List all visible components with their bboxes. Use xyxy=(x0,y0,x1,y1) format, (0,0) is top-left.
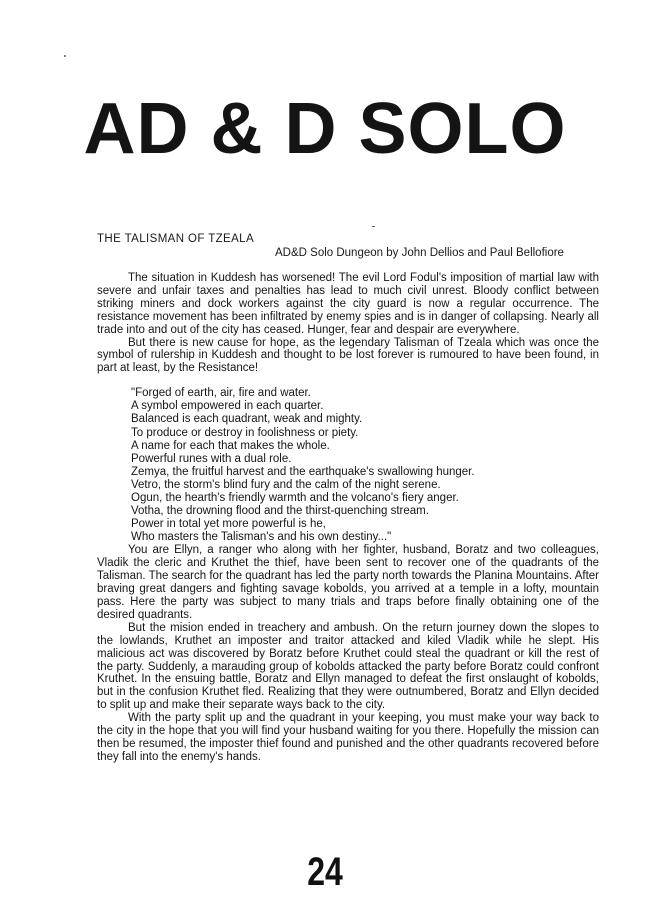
poem-line: Powerful runes with a dual role. xyxy=(131,452,292,465)
print-speck xyxy=(372,226,375,227)
poem-line: To produce or destroy in foolishness or piety. xyxy=(131,426,359,439)
poem-line: Ogun, the hearth's friendly warmth and the volcano's fiery anger. xyxy=(131,492,459,504)
poem-line: Power in total yet more powerful is he, xyxy=(131,518,326,531)
page-number: 24 xyxy=(307,850,343,894)
poem-line: A symbol empowered in each quarter. xyxy=(131,400,324,413)
poem-line: "Forged of earth, air, fire and water. xyxy=(131,387,311,400)
story-paragraph: You are Ellyn, a ranger who along with her fighter, husband, Boratz and two colleagues, Vladik the cleric and Kruthet the thief, have been sent to recover one of the quadrants of the Talisman. The search for the quadrant has led the party north towards the Planina Mountains. After braving great dangers and fighting savage kobolds, you arrived at a temple in a lofty, mountain pass. Here the party was subject to many trials and traps before finally obtaining one of the desired quadrants. xyxy=(97,544,599,621)
print-speck xyxy=(64,55,66,57)
poem-line: Who masters the Talisman's and his own destiny..." xyxy=(131,531,392,544)
talisman-poem xyxy=(97,387,599,544)
intro-paragraph: The situation in Kuddesh has worsened! The evil Lord Fodul's imposition of martial law with severe and unfair taxes and penalties has lead to much civil unrest. Bloody conflict between striking miners and dock workers against the city guard is now a regular occurrence. The resistance movement has been infiltrated by enemy spies and is in danger of collapsing. Nearly all trade into and out of the city has ceased. Hunger, fear and despair are everywhere. xyxy=(97,272,599,336)
page-title: AD & D SOLO xyxy=(83,89,567,169)
story-paragraph: But the mision ended in treachery and ambush. On the return journey down the slopes to the lowlands, Kruthet an imposter and traitor attacked and kiled Vladik while he slept. His malicious act was discovered by Boratz before Kruthet could steal the quadrant or kill the rest of the party. Suddenly, a marauding group of kobolds attacked the party before Boratz could confront Kruthet. In the ensuing battle, Boratz and Ellyn managed to defeat the first onslaught of kobolds, but in the confusion Kruthet fled. Realizing that they were outnumbered, Boratz and Ellyn decided to split up and make their separate ways back to the city. xyxy=(97,621,599,712)
poem-line: A name for each that makes the whole. xyxy=(131,439,330,452)
poem-line: Balanced is each quadrant, weak and mighty. xyxy=(131,413,363,426)
poem-line: Zemya, the fruitful harvest and the earthquake's swallowing hunger. xyxy=(131,465,475,478)
poem-line: Vetro, the storm's blind fury and the calm of the night serene. xyxy=(131,478,441,491)
poem-line: Votha, the drowning flood and the thirst-quenching stream. xyxy=(131,505,429,518)
intro-paragraph: But there is new cause for hope, as the legendary Talisman of Tzeala which was once the symbol of rulership in Kuddesh and thought to be lost forever is rumoured to have been found, in part at least, by the Resistance! xyxy=(97,336,599,375)
article-byline: AD&D Solo Dungeon by John Dellios and Paul Bellofiore xyxy=(275,247,564,259)
article-title: THE TALISMAN OF TZEALA xyxy=(97,233,255,245)
story-paragraph: With the party split up and the quadrant in your keeping, you must make your way back to the city in the hope that you will find your husband waiting for you there. Hopefully the mission can then be resumed, the imposter thief found and punished and the other quadrants recovered before they fall into the enemy's hands. xyxy=(97,712,599,763)
article-body xyxy=(97,272,599,764)
